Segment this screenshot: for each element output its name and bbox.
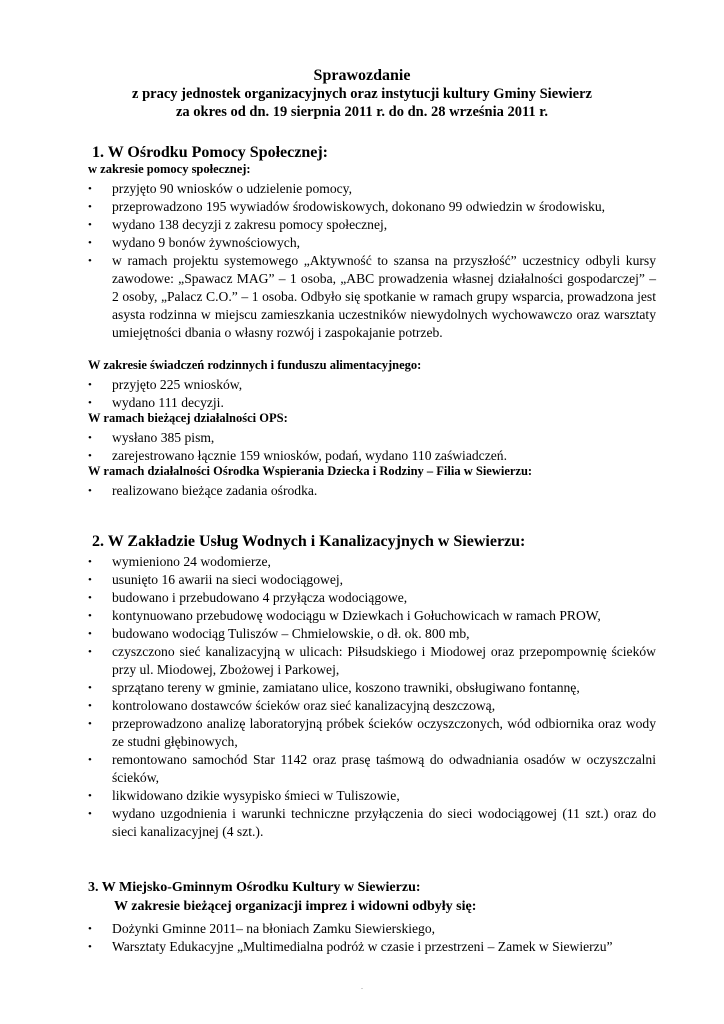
list-item: • wymieniono 24 wodomierze,: [88, 553, 656, 571]
list-item: • wydano 111 decyzji.: [88, 394, 656, 412]
section-1-list-b: [88, 376, 656, 412]
section-3-list: [88, 920, 656, 956]
list-item: • sprzątano tereny w gminie, zamiatano ulice, koszono trawniki, obsługiwano fontannę,: [88, 679, 656, 697]
list-item: • czyszczono sieć kanalizacyjną w ulicach: Piłsudskiego i Miodowej oraz przepompownię ścieków przy ul. Miodowej, Zbożowej i Parkowej,: [88, 643, 656, 679]
list-item: • budowano wodociąg Tuliszów – Chmielowskie, o dł. ok. 800 mb,: [88, 625, 656, 643]
report-header: [0, 66, 724, 121]
list-item: • kontynuowano przebudowę wodociągu w Dziewkach i Gołuchowicach w ramach PROW,: [88, 607, 656, 625]
section-1-subheading-d: W ramach działalności Ośrodka Wspierania Dziecka i Rodziny – Filia w Siewierzu:: [88, 464, 533, 478]
list-item: • likwidowano dzikie wysypisko śmieci w Tuliszowie,: [88, 787, 656, 805]
section-1-subheading-b: W zakresie świadczeń rodzinnych i funduszu alimentacyjnego:: [88, 358, 422, 372]
section-1-list-d: [88, 482, 656, 500]
list-item: • przyjęto 225 wniosków,: [88, 376, 656, 394]
list-item: • przeprowadzono analizę laboratoryjną próbek ścieków oczyszczonych, wód odbiornika oraz wody ze studni głębinowych,: [88, 715, 656, 751]
list-item: • wydano 138 decyzji z zakresu pomocy społecznej,: [88, 216, 656, 234]
list-item: • Warsztaty Edukacyjne „Multimedialna podróż w czasie i przestrzeni – Zamek w Siewierzu”: [88, 938, 656, 956]
section-1-list-c: [88, 429, 656, 465]
list-item: • wydano uzgodnienia i warunki techniczne przyłączenia do sieci wodociągowej (11 szt.) oraz do sieci kanalizacyjnej (4 szt.).: [88, 805, 656, 841]
section-3-heading: 3. W Miejsko-Gminnym Ośrodku Kultury w Siewierzu:: [88, 880, 421, 895]
report-subtitle: z pracy jednostek organizacyjnych oraz instytucji kultury Gminy Siewierz: [132, 86, 592, 102]
list-item: • budowano i przebudowano 4 przyłącza wodociągowe,: [88, 589, 656, 607]
list-item: • zarejestrowano łącznie 159 wniosków, podań, wydano 110 zaświadczeń.: [88, 447, 656, 465]
report-title: Sprawozdanie: [313, 67, 411, 84]
list-item: • kontrolowano dostawców ścieków oraz sieć kanalizacyjną deszczową,: [88, 697, 656, 715]
list-item: • usunięto 16 awarii na sieci wodociągowej,: [88, 571, 656, 589]
list-item: • realizowano bieżące zadania ośrodka.: [88, 482, 656, 500]
section-1-subheading-a: w zakresie pomocy społecznej:: [88, 162, 251, 176]
section-1-heading: 1. W Ośrodku Pomocy Społecznej:: [92, 144, 329, 161]
section-3-subheading: W zakresie bieżącej organizacji imprez i widowni odbyły się:: [114, 899, 477, 914]
list-item: • przyjęto 90 wniosków o udzielenie pomocy,: [88, 180, 656, 198]
section-2-heading: 2. W Zakładzie Usług Wodnych i Kanalizacyjnych w Siewierzu:: [92, 533, 526, 550]
list-item: • w ramach projektu systemowego „Aktywność to szansa na przyszłość” uczestnicy odbyli kursy zawodowe: „Spawacz MAG” – 1 osoba, „ABC prowadzenia własnej działalności gospodarczej” – 2 osoby, „Palacz C.O.” – 1 osoba. Odbyło się spotkanie w ramach grupy wsparcia, prowadzona jest asysta rodzinna w miejscu zamieszkania uczestników niewydolnych wychowawczo oraz warsztaty umiejętności dbania o własny rozwój i zaspokajanie potrzeb.: [88, 252, 656, 342]
section-1-subheading-c: W ramach bieżącej działalności OPS:: [88, 411, 288, 425]
section-2-list: [88, 553, 656, 841]
report-period: za okres od dn. 19 sierpnia 2011 r. do dn. 28 września 2011 r.: [175, 104, 549, 120]
list-item: • przeprowadzono 195 wywiadów środowiskowych, dokonano 99 odwiedzin w środowisku,: [88, 198, 656, 216]
section-1-list-a: [88, 180, 656, 342]
list-item: • wysłano 385 pism,: [88, 429, 656, 447]
footer-mark: .: [361, 982, 363, 991]
list-item: • wydano 9 bonów żywnościowych,: [88, 234, 656, 252]
list-item: • remontowano samochód Star 1142 oraz prasę taśmową do odwadniania osadów w oczyszczalni ścieków,: [88, 751, 656, 787]
list-item: • Dożynki Gminne 2011– na błoniach Zamku Siewierskiego,: [88, 920, 656, 938]
